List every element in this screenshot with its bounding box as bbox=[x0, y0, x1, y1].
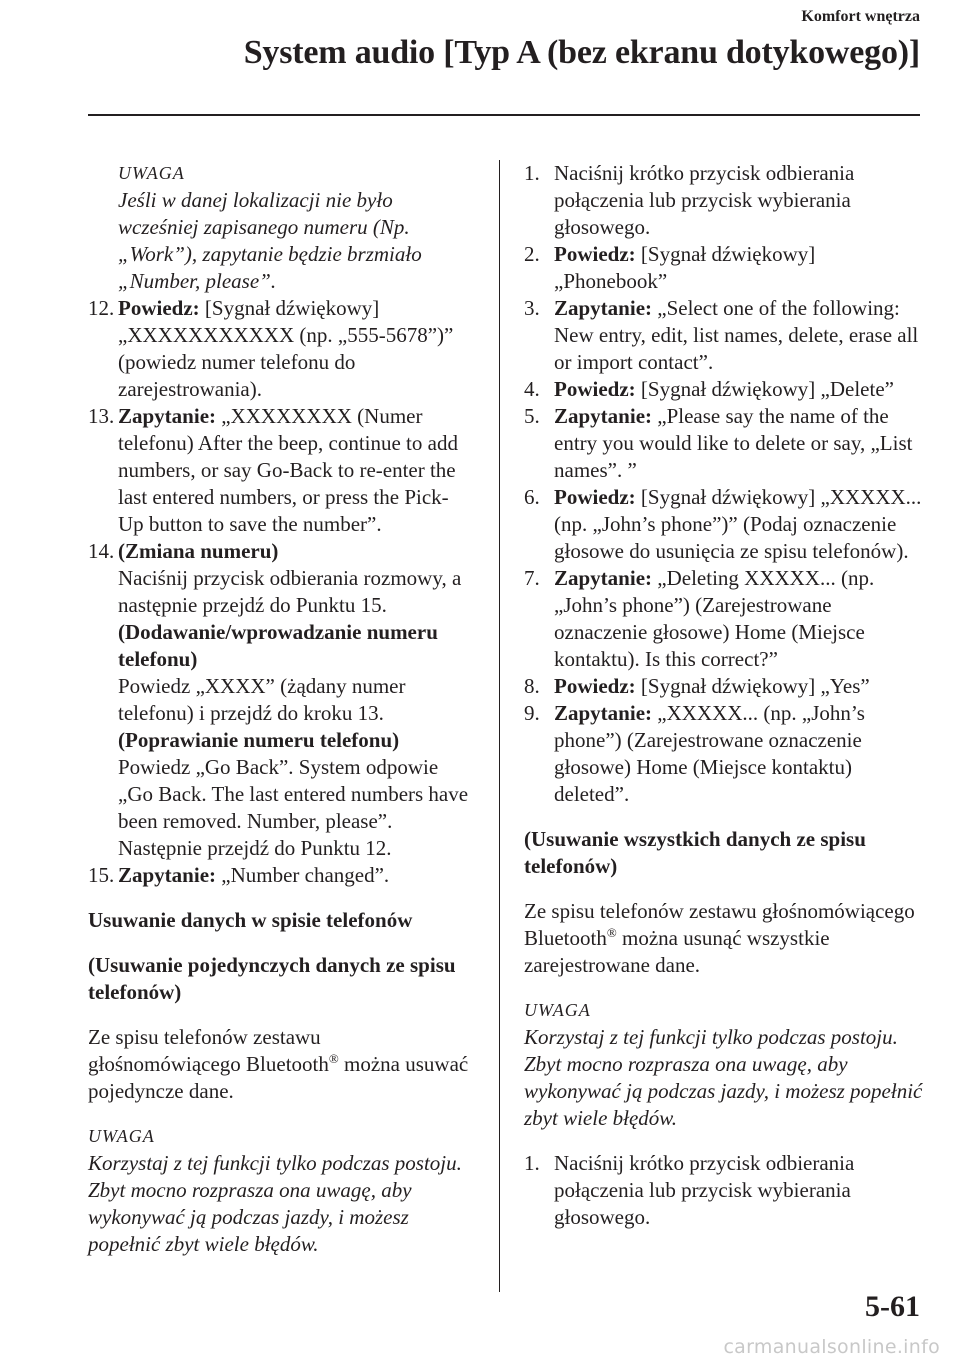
registered-mark: ® bbox=[606, 925, 617, 940]
step-keyword: Zapytanie: bbox=[118, 863, 217, 887]
sub-heading: (Poprawianie numeru telefonu) bbox=[118, 728, 400, 752]
step-keyword: Powiedz: bbox=[554, 377, 636, 401]
step-6 bbox=[524, 484, 924, 565]
step-text: [Sygnał dźwiękowy] „XXXXXXXXXXX (np. „555-5678”)” (powiedz numer telefonu do zarejestrowania). bbox=[118, 296, 454, 401]
note-heading: UWAGA bbox=[524, 1000, 591, 1020]
step-text: [Sygnał dźwiękowy] „Delete” bbox=[635, 377, 894, 401]
step-13 bbox=[88, 403, 473, 538]
note-text: Korzystaj z tej funkcji tylko podczas postoju. Zbyt mocno rozprasza ona uwagę, aby wykonywać ją podczas jazdy, i możesz popełnić zbyt wiele błędów. bbox=[524, 1025, 923, 1130]
step-keyword: Zapytanie: bbox=[554, 404, 653, 428]
note-block bbox=[88, 160, 473, 295]
step-1 bbox=[524, 160, 924, 241]
step-keyword: Zapytanie: bbox=[554, 566, 653, 590]
page-title: System audio [Typ A (bez ekranu dotykowego)] bbox=[243, 34, 920, 71]
step-keyword: Zapytanie: bbox=[554, 296, 653, 320]
step-9 bbox=[524, 700, 924, 808]
step-text: „Please say the name of the entry you would like to delete or say, „List names”. ” bbox=[554, 404, 913, 482]
step-number: 7. bbox=[524, 566, 540, 590]
left-column bbox=[88, 160, 473, 1258]
step-text: Naciśnij krótko przycisk odbierania połączenia lub przycisk wybierania głosowego. bbox=[554, 1151, 855, 1229]
step-number: 9. bbox=[524, 701, 540, 725]
step-keyword: Powiedz: bbox=[554, 674, 636, 698]
subsection-heading: (Usuwanie pojedynczych danych ze spisu telefonów) bbox=[88, 953, 456, 1004]
step-keyword: Zapytanie: bbox=[118, 404, 217, 428]
step-text: „XXXXX... (np. „John’s phone”) (Zarejestrowane oznaczenie głosowe) Home (Miejsce kontaktu) deleted”. bbox=[554, 701, 865, 806]
subsection-heading: (Usuwanie wszystkich danych ze spisu telefonów) bbox=[524, 827, 866, 878]
paragraph: Ze spisu telefonów zestawu głośnomówiącego Bluetooth® można usunąć wszystkie zarejestrowane dane. bbox=[524, 899, 915, 977]
step-number: 6. bbox=[524, 485, 540, 509]
step-number: 5. bbox=[524, 404, 540, 428]
step-text: „Select one of the following: New entry, edit, list names, delete, erase all or import contact”. bbox=[554, 296, 919, 374]
step-number: 4. bbox=[524, 377, 540, 401]
step-text: „Number changed”. bbox=[216, 863, 390, 887]
step-number: 3. bbox=[524, 296, 540, 320]
note-heading: UWAGA bbox=[118, 163, 185, 183]
paragraph: Ze spisu telefonów zestawu głośnomówiącego Bluetooth® można usuwać pojedyncze dane. bbox=[88, 1025, 469, 1103]
watermark: carmanualsonline.info bbox=[723, 1336, 940, 1358]
step-number: 14. bbox=[88, 539, 115, 563]
sub-text: Powiedz „Go Back”. System odpowie „Go Back. The last entered numbers have been removed. Number, please”. Następnie przejdź do Punktu 12. bbox=[118, 755, 469, 860]
step-number: 15. bbox=[88, 863, 115, 887]
step-number: 1. bbox=[524, 161, 540, 185]
header-rule bbox=[88, 114, 920, 116]
sub-heading: (Dodawanie/wprowadzanie numeru telefonu) bbox=[118, 620, 438, 671]
sub-heading: (Zmiana numeru) bbox=[118, 539, 279, 563]
step-number: 2. bbox=[524, 242, 540, 266]
step-12 bbox=[88, 295, 473, 403]
step-7 bbox=[524, 565, 924, 673]
step-keyword: Powiedz: bbox=[554, 242, 636, 266]
step-2 bbox=[524, 241, 924, 295]
step-text: [Sygnał dźwiękowy] „XXXXX... (np. „John’s phone”)” (Podaj oznaczenie głosowe do usunięcia ze spisu telefonów). bbox=[554, 485, 922, 563]
step-number: 13. bbox=[88, 404, 115, 428]
step-keyword: Powiedz: bbox=[554, 485, 636, 509]
step-text: „Deleting XXXXX... (np. „John’s phone”) (Zarejestrowane oznaczenie głosowe) Home (Miejsce kontaktu). Is this correct?” bbox=[554, 566, 875, 671]
sub-text: Powiedz „XXXX” (żądany numer telefonu) i przejdź do kroku 13. bbox=[118, 674, 406, 725]
step-text: „XXXXXXXX (Numer telefonu) After the beep, continue to add numbers, or say Go-Back to re-enter the last entered numbers, or press the Pick-Up button to save the number”. bbox=[118, 404, 458, 536]
note-text: Korzystaj z tej funkcji tylko podczas postoju. Zbyt mocno rozprasza ona uwagę, aby wykonywać ją podczas jazdy, i możesz popełnić zbyt wiele błędów. bbox=[88, 1151, 462, 1256]
sub-text: Naciśnij przycisk odbierania rozmowy, a następnie przejdź do Punktu 15. bbox=[118, 566, 462, 617]
step-keyword: Powiedz: bbox=[118, 296, 200, 320]
section-label: Komfort wnętrza bbox=[801, 8, 920, 25]
step-3 bbox=[524, 295, 924, 376]
note-heading: UWAGA bbox=[88, 1126, 155, 1146]
note-text: Jeśli w danej lokalizacji nie było wcześniej zapisanego numeru (Np. „Work”), zapytanie będzie brzmiało „Number, please”. bbox=[118, 188, 422, 293]
page-number: 5-61 bbox=[865, 1290, 920, 1323]
step-keyword: Zapytanie: bbox=[554, 701, 653, 725]
step-1 bbox=[524, 1150, 924, 1231]
step-text: [Sygnał dźwiękowy] „Phonebook” bbox=[554, 242, 816, 293]
column-divider bbox=[499, 160, 500, 1292]
section-heading: Usuwanie danych w spisie telefonów bbox=[88, 908, 413, 932]
step-text: Naciśnij krótko przycisk odbierania połączenia lub przycisk wybierania głosowego. bbox=[554, 161, 855, 239]
step-4 bbox=[524, 376, 924, 403]
step-number: 12. bbox=[88, 296, 115, 320]
step-5 bbox=[524, 403, 924, 484]
step-text: [Sygnał dźwiękowy] „Yes” bbox=[635, 674, 870, 698]
step-14 bbox=[88, 538, 473, 862]
step-number: 8. bbox=[524, 674, 540, 698]
step-15 bbox=[88, 862, 473, 889]
registered-mark: ® bbox=[328, 1051, 339, 1066]
right-column bbox=[524, 160, 924, 1231]
step-8 bbox=[524, 673, 924, 700]
step-number: 1. bbox=[524, 1151, 540, 1175]
